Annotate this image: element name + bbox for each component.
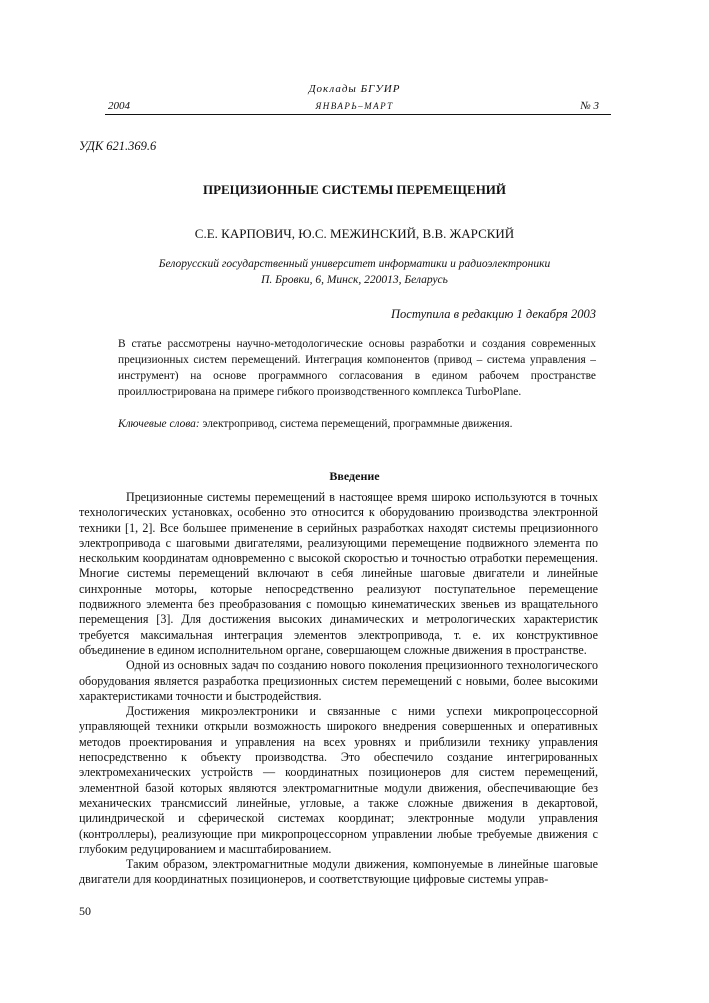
keywords-label: Ключевые слова: [118,418,200,430]
body-paragraph-3: Достижения микроэлектроники и связанные с ними успехи микропроцессорной управляющей техники открыли возможность широкого внедрения совершенных и оперативных методов проектирования и управления на всех уровнях и приблизили технику управления непосредственно к объекту производства. Это обеспечило создание интегрированных электромеханических устройств — координатных позиционеров для систем перемещений, элементной базой которых являются электромагнитные модули движения, обеспечивающие без механических трансмиссий линейные, угловые, а также сложные движения в декартовой, цилиндрической и сферической системах координат; электронные модули управления (контроллеры), реализующие при микропроцессорном управлении любые требуемые движения с глубоким редуцированием и масштабированием. [79,704,598,856]
body-paragraph-2: Одной из основных задач по созданию нового поколения прецизионного технологического оборудования является разработка прецизионных систем перемещений с новыми, более высокими характеристиками точности и быстродействия. [79,658,598,703]
issue-months: ЯНВАРЬ–МАРТ [315,101,394,111]
abstract: В статье рассмотрены научно-методологические основы разработки и создания современных прецизионных систем перемещений. Интеграция компонентов (привод – система управления – инструмент) на основе программного согласования в едином рабочем пространстве проиллюстрирована на примере гибкого производственного комплекса TurboPlane. [118,338,596,398]
page-number: 50 [79,904,91,918]
issue-number: № 3 [580,100,599,112]
section-title: Введение [329,469,380,483]
keywords [118,416,596,432]
affiliation [0,256,709,288]
body-paragraph-4: Таким образом, электромагнитные модули движения, компонуемые в линейные шаговые двигатели для координатных позиционеров, и соответствующие цифровые системы управ- [79,857,598,887]
issue-year: 2004 [108,100,130,112]
received-date: Поступила в редакцию 1 декабря 2003 [391,307,596,321]
article-title: ПРЕЦИЗИОННЫЕ СИСТЕМЫ ПЕРЕМЕЩЕНИЙ [202,182,507,197]
header-rule [105,114,611,115]
keywords-text: электропривод, система перемещений, программные движения. [199,418,513,430]
article-body [79,490,598,888]
article-authors: С.Е. КАРПОВИЧ, Ю.С. МЕЖИНСКИЙ, В.В. ЖАРСКИЙ [194,226,515,241]
udk-code: УДК 621.369.6 [79,139,157,153]
affiliation-line-1: Белорусский государственный университет информатики и радиоэлектроники [158,258,551,270]
journal-name: Доклады БГУИР [308,83,401,95]
body-paragraph-1: Прецизионные системы перемещений в настоящее время широко используются в точных технологических установках, особенно это относится к оборудованию производства электронной техники [1, 2]. Все большее применение в серийных разработках находят системы прецизионного электропривода с шаговыми двигателями, реализующими перемещение подвижного элемента по нескольким координатам одновременно с высокой скоростью и точностью отработки перемещения. Многие системы перемещений включают в себя линейные шаговые двигатели и линейные синхронные моторы, которые непосредственно реализуют поступательное перемещение подвижного элемента без преобразования с помощью кинематических звеньев из вращательного перемещения [3]. Для достижения высоких динамических и метрологических характеристик требуется максимальная интеграция элементов электропривода, т. е. их конструктивное объединение в едином исполнительном органе, совершающем сложные движения в пространстве. [79,490,598,657]
affiliation-line-2: П. Бровки, 6, Минск, 220013, Беларусь [261,274,448,286]
